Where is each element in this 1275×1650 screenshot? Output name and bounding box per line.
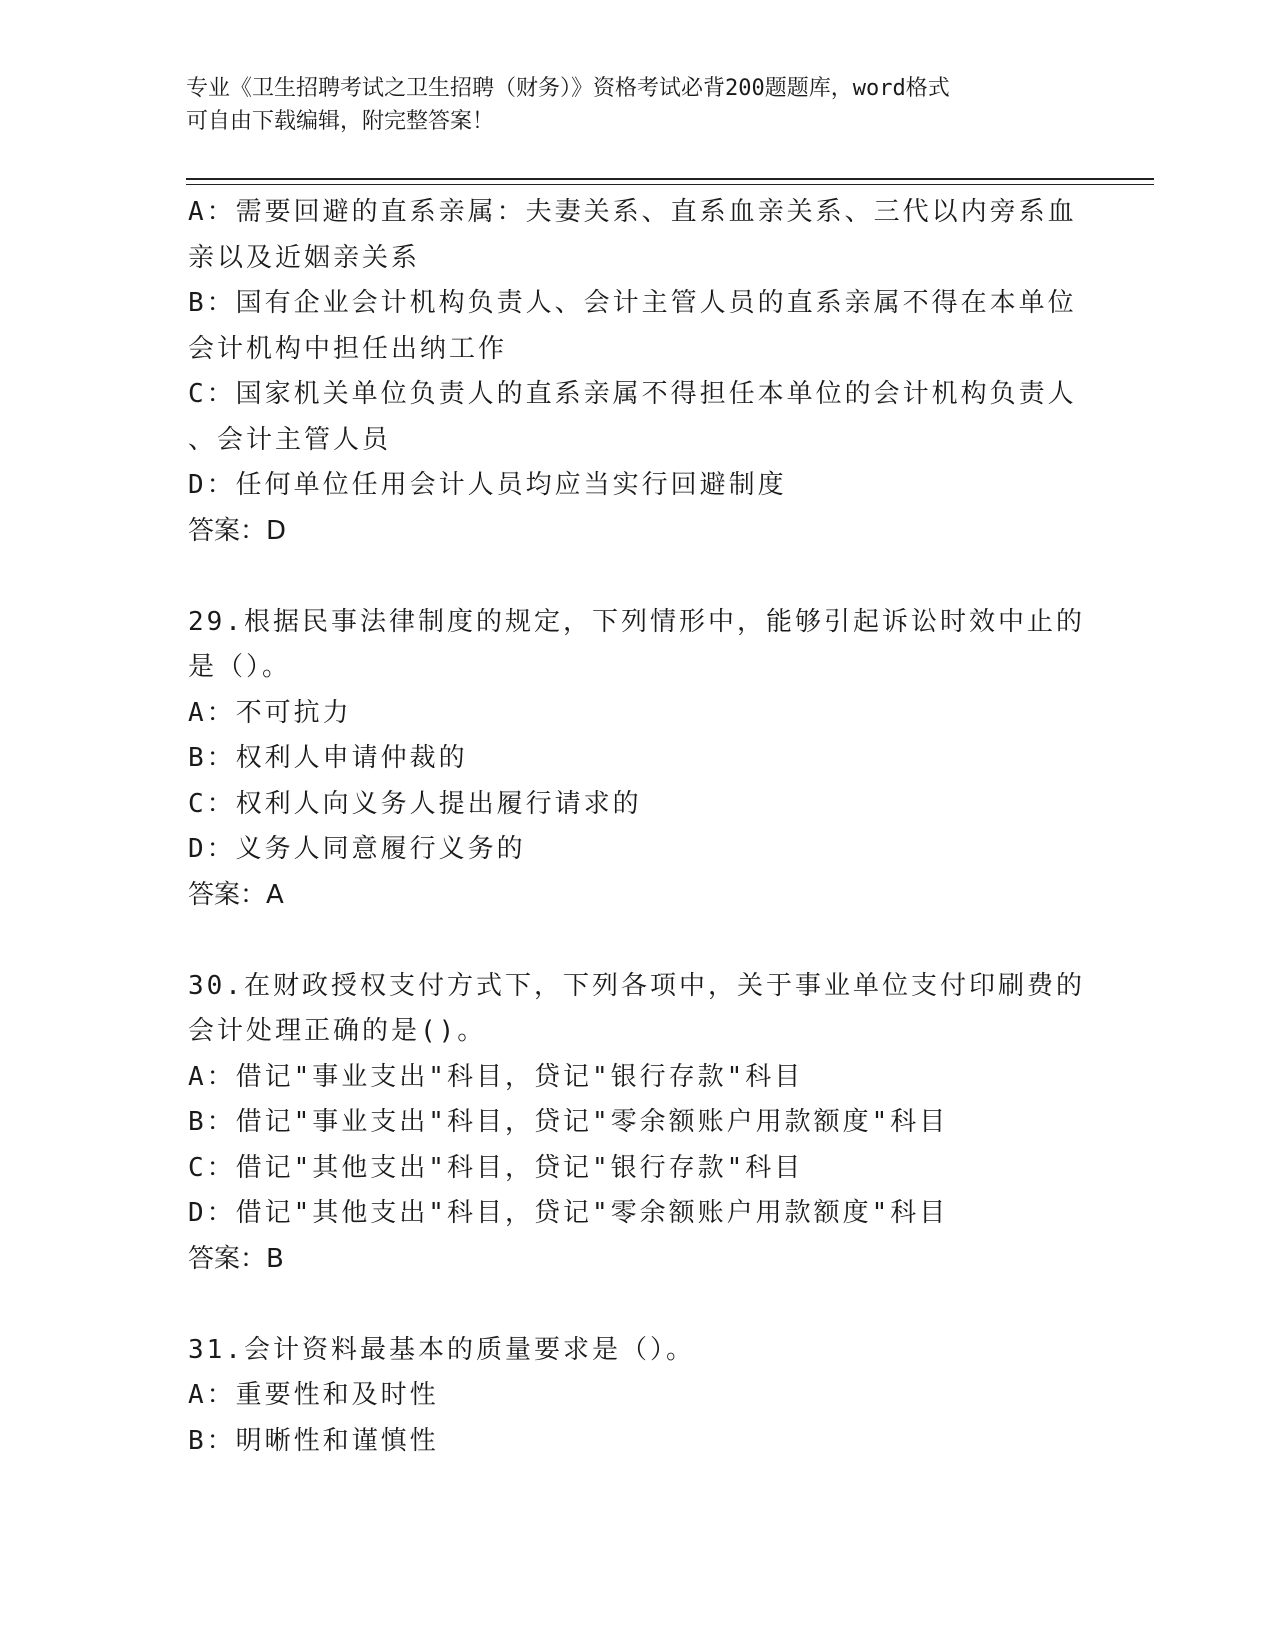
spacer bbox=[188, 918, 1088, 964]
option-a: A：不可抗力 bbox=[188, 697, 352, 728]
question-29-block bbox=[188, 600, 1088, 919]
header-divider-thick bbox=[186, 178, 1154, 180]
option-a: A：重要性和及时性 bbox=[188, 1380, 439, 1410]
option-c: C：权利人向义务人提出履行请求的 bbox=[188, 788, 642, 819]
question-text-line-2: 会计处理正确的是()。 bbox=[188, 1016, 487, 1046]
option-c-line-1: C：国家机关单位负责人的直系亲属不得担任本单位的会计机构负责人 bbox=[188, 379, 1077, 409]
option-a: A：借记"事业支出"科目，贷记"银行存款"科目 bbox=[188, 1061, 804, 1092]
answer-line: 答案：D bbox=[188, 515, 287, 546]
header-divider-thin bbox=[186, 184, 1154, 185]
answer-line: 答案：B bbox=[188, 1243, 284, 1274]
option-a-line-2: 亲以及近姻亲关系 bbox=[188, 242, 421, 273]
option-b: B：明晰性和谨慎性 bbox=[188, 1425, 439, 1456]
option-b: B：借记"事业支出"科目，贷记"零余额账户用款额度"科目 bbox=[188, 1107, 949, 1137]
question-text-line-1: 29.根据民事法律制度的规定，下列情形中，能够引起诉讼时效中止的 bbox=[188, 606, 1085, 637]
question-30-block bbox=[188, 964, 1088, 1283]
option-c-line-2: 、会计主管人员 bbox=[188, 424, 392, 455]
option-d: D：借记"其他支出"科目，贷记"零余额账户用款额度"科目 bbox=[188, 1198, 949, 1228]
question-31-block bbox=[188, 1328, 1088, 1465]
option-d: D：任何单位任用会计人员均应当实行回避制度 bbox=[188, 470, 787, 500]
option-a-line-1: A：需要回避的直系亲属：夫妻关系、直系血亲关系、三代以内旁系血 bbox=[188, 197, 1077, 227]
question-text-line-2: 是（）。 bbox=[188, 652, 292, 682]
document-body bbox=[188, 190, 1088, 1464]
question-text-line-1: 30.在财政授权支付方式下，下列各项中，关于事业单位支付印刷费的 bbox=[188, 970, 1085, 1001]
option-d: D：义务人同意履行义务的 bbox=[188, 834, 526, 864]
question-28-block bbox=[188, 190, 1088, 554]
header-title-line-1: 专业《卫生招聘考试之卫生招聘（财务）》资格考试必背200题题库，word格式 bbox=[186, 76, 950, 101]
option-b-line-2: 会计机构中担任出纳工作 bbox=[188, 333, 508, 364]
answer-line: 答案：A bbox=[188, 879, 284, 910]
option-b: B：权利人申请仲裁的 bbox=[188, 743, 468, 773]
question-text-line-1: 31.会计资料最基本的质量要求是（）。 bbox=[188, 1334, 695, 1365]
header-title-line-2: 可自由下载编辑，附完整答案！ bbox=[186, 109, 495, 134]
document-header bbox=[186, 72, 1086, 138]
spacer bbox=[188, 1282, 1088, 1328]
option-c: C：借记"其他支出"科目，贷记"银行存款"科目 bbox=[188, 1152, 804, 1183]
spacer bbox=[188, 554, 1088, 600]
option-b-line-1: B：国有企业会计机构负责人、会计主管人员的直系亲属不得在本单位 bbox=[188, 288, 1077, 318]
